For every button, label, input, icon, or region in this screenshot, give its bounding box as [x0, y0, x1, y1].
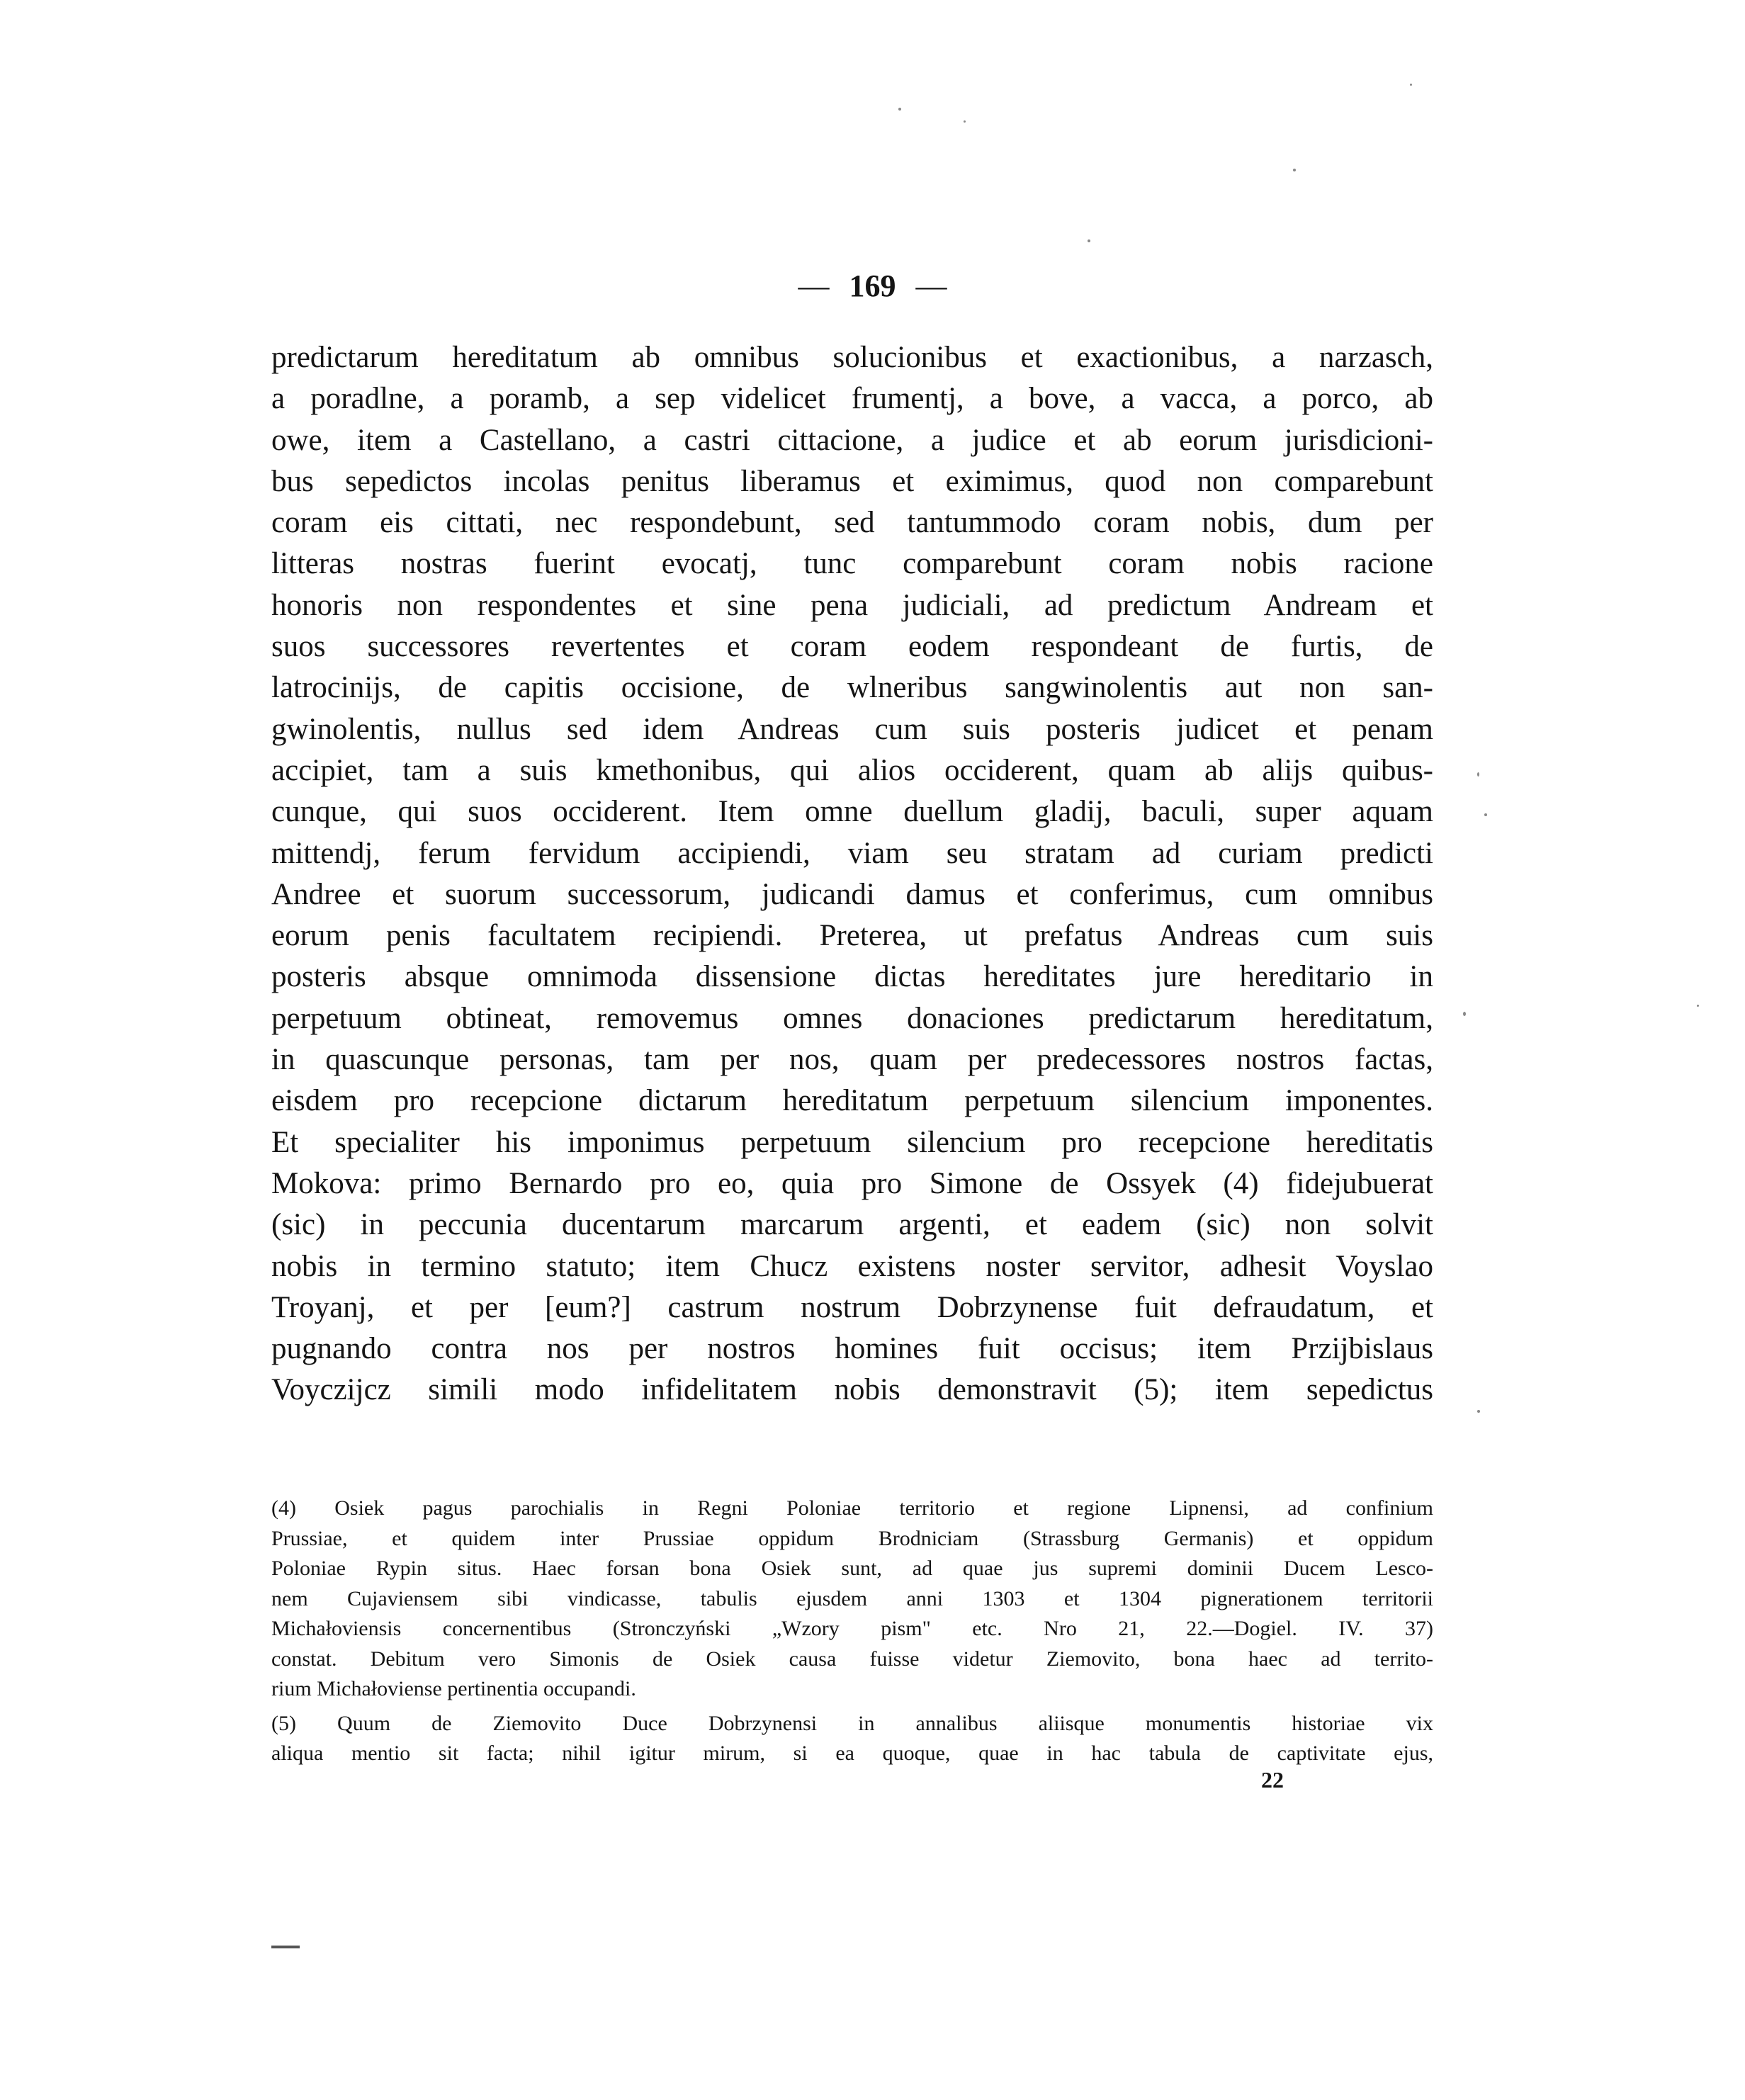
text-line: litteras nostras fuerint evocatj, tunc comparebunt coram nobis racione [271, 547, 1433, 581]
scan-speck [964, 120, 966, 123]
text-line: (sic) in peccunia ducentarum marcarum argenti, et eadem (sic) non solvit [271, 1208, 1433, 1242]
footnote-line: (4) Osiek pagus parochialis in Regni Poloniae territorio et regione Lipnensi, ad confinium [271, 1496, 1433, 1520]
text-line: Troyanj, et per [eum?] castrum nostrum Dobrzynense fuit defraudatum, et [271, 1290, 1433, 1324]
header-dash-left: — [798, 269, 830, 303]
footnote-line: Michałoviensis concernentibus (Stronczyński „Wzory pism" etc. Nro 21, 22.—Dogiel. IV. 37) [271, 1617, 1433, 1640]
footnote-line: rium Michałoviense pertinentia occupandi. [271, 1677, 636, 1700]
text-line: mittendj, ferum fervidum accipiendi, viam seu stratam ad curiam predicti [271, 836, 1433, 870]
header-dash-right: — [915, 269, 947, 303]
footnote-line: aliqua mentio sit facta; nihil igitur mirum, si ea quoque, quae in hac tabula de captivitate ejus, [271, 1741, 1433, 1765]
scan-speck [1463, 1012, 1466, 1016]
text-line: gwinolentis, nullus sed idem Andreas cum suis posteris judicet et penam [271, 712, 1433, 746]
scan-mark [271, 1946, 300, 1948]
footnote-line: nem Cujaviensem sibi vindicasse, tabulis ejusdem anni 1303 et 1304 pignerationem territorii [271, 1586, 1433, 1610]
signature-mark: 22 [1261, 1767, 1284, 1793]
text-line: perpetuum obtineat, removemus omnes donaciones predictarum hereditatum, [271, 1001, 1433, 1035]
page-number: 169 [849, 269, 896, 303]
scan-speck [1293, 169, 1296, 171]
text-line: latrocinijs, de capitis occisione, de wlneribus sangwinolentis aut non san- [271, 671, 1433, 705]
text-line: cunque, qui suos occiderent. Item omne duellum gladij, baculi, super aquam [271, 795, 1433, 829]
text-line: honoris non respondentes et sine pena judiciali, ad predictum Andream et [271, 588, 1433, 622]
footnote-line: Prussiae, et quidem inter Prussiae oppidum Brodniciam (Strassburg Germanis) et oppidum [271, 1526, 1433, 1550]
text-line: in quascunque personas, tam per nos, quam per predecessores nostros factas, [271, 1043, 1433, 1077]
scan-speck [1697, 1005, 1699, 1007]
text-line: nobis in termino statuto; item Chucz existens noster servitor, adhesit Voyslao [271, 1249, 1433, 1283]
text-line: pugnando contra nos per nostros homines fuit occisus; item Przijbislaus [271, 1332, 1433, 1366]
text-line: eisdem pro recepcione dictarum hereditatum perpetuum silencium imponentes. [271, 1084, 1433, 1118]
text-line: eorum penis facultatem recipiendi. Preterea, ut prefatus Andreas cum suis [271, 919, 1433, 953]
text-line: owe, item a Castellano, a castri cittacione, a judice et ab eorum jurisdicioni- [271, 423, 1433, 457]
text-line: Voyczijcz simili modo infidelitatem nobis demonstravit (5); item sepedictus [271, 1373, 1433, 1407]
scan-speck [1088, 239, 1090, 242]
text-line: Andree et suorum successorum, judicandi damus et conferimus, cum omnibus [271, 877, 1433, 911]
text-line: bus sepedictos incolas penitus liberamus et eximimus, quod non comparebunt [271, 464, 1433, 498]
scan-speck [1477, 772, 1479, 777]
text-line: a poradlne, a poramb, a sep videlicet frumentj, a bove, a vacca, a porco, ab [271, 382, 1433, 416]
scan-speck [1477, 1410, 1480, 1413]
text-line: Mokova: primo Bernardo pro eo, quia pro Simone de Ossyek (4) fidejubuerat [271, 1166, 1433, 1200]
text-line: Et specialiter his imponimus perpetuum silencium pro recepcione hereditatis [271, 1125, 1433, 1159]
scan-speck [1410, 84, 1412, 86]
footnote-line: (5) Quum de Ziemovito Duce Dobrzynensi in annalibus aliisque monumentis historiae vix [271, 1711, 1433, 1735]
footnote-line: constat. Debitum vero Simonis de Osiek causa fuisse videtur Ziemovito, bona haec ad territo- [271, 1647, 1433, 1671]
main-text [271, 337, 1433, 1411]
page-header [0, 268, 1745, 304]
scan-speck [1484, 813, 1487, 816]
footnote-line: Poloniae Rypin situs. Haec forsan bona Osiek sunt, ad quae jus supremi dominii Ducem Lesco- [271, 1557, 1433, 1580]
text-line: accipiet, tam a suis kmethonibus, qui alios occiderent, quam ab alijs quibus- [271, 753, 1433, 787]
text-line: suos successores revertentes et coram eodem respondeant de furtis, de [271, 630, 1433, 664]
footnotes [271, 1494, 1433, 1769]
text-line: posteris absque omnimoda dissensione dictas hereditates jure hereditario in [271, 960, 1433, 994]
scan-speck [898, 108, 901, 111]
text-line: coram eis cittati, nec respondebunt, sed tantummodo coram nobis, dum per [271, 506, 1433, 540]
text-line: predictarum hereditatum ab omnibus solucionibus et exactionibus, a narzasch, [271, 341, 1433, 374]
